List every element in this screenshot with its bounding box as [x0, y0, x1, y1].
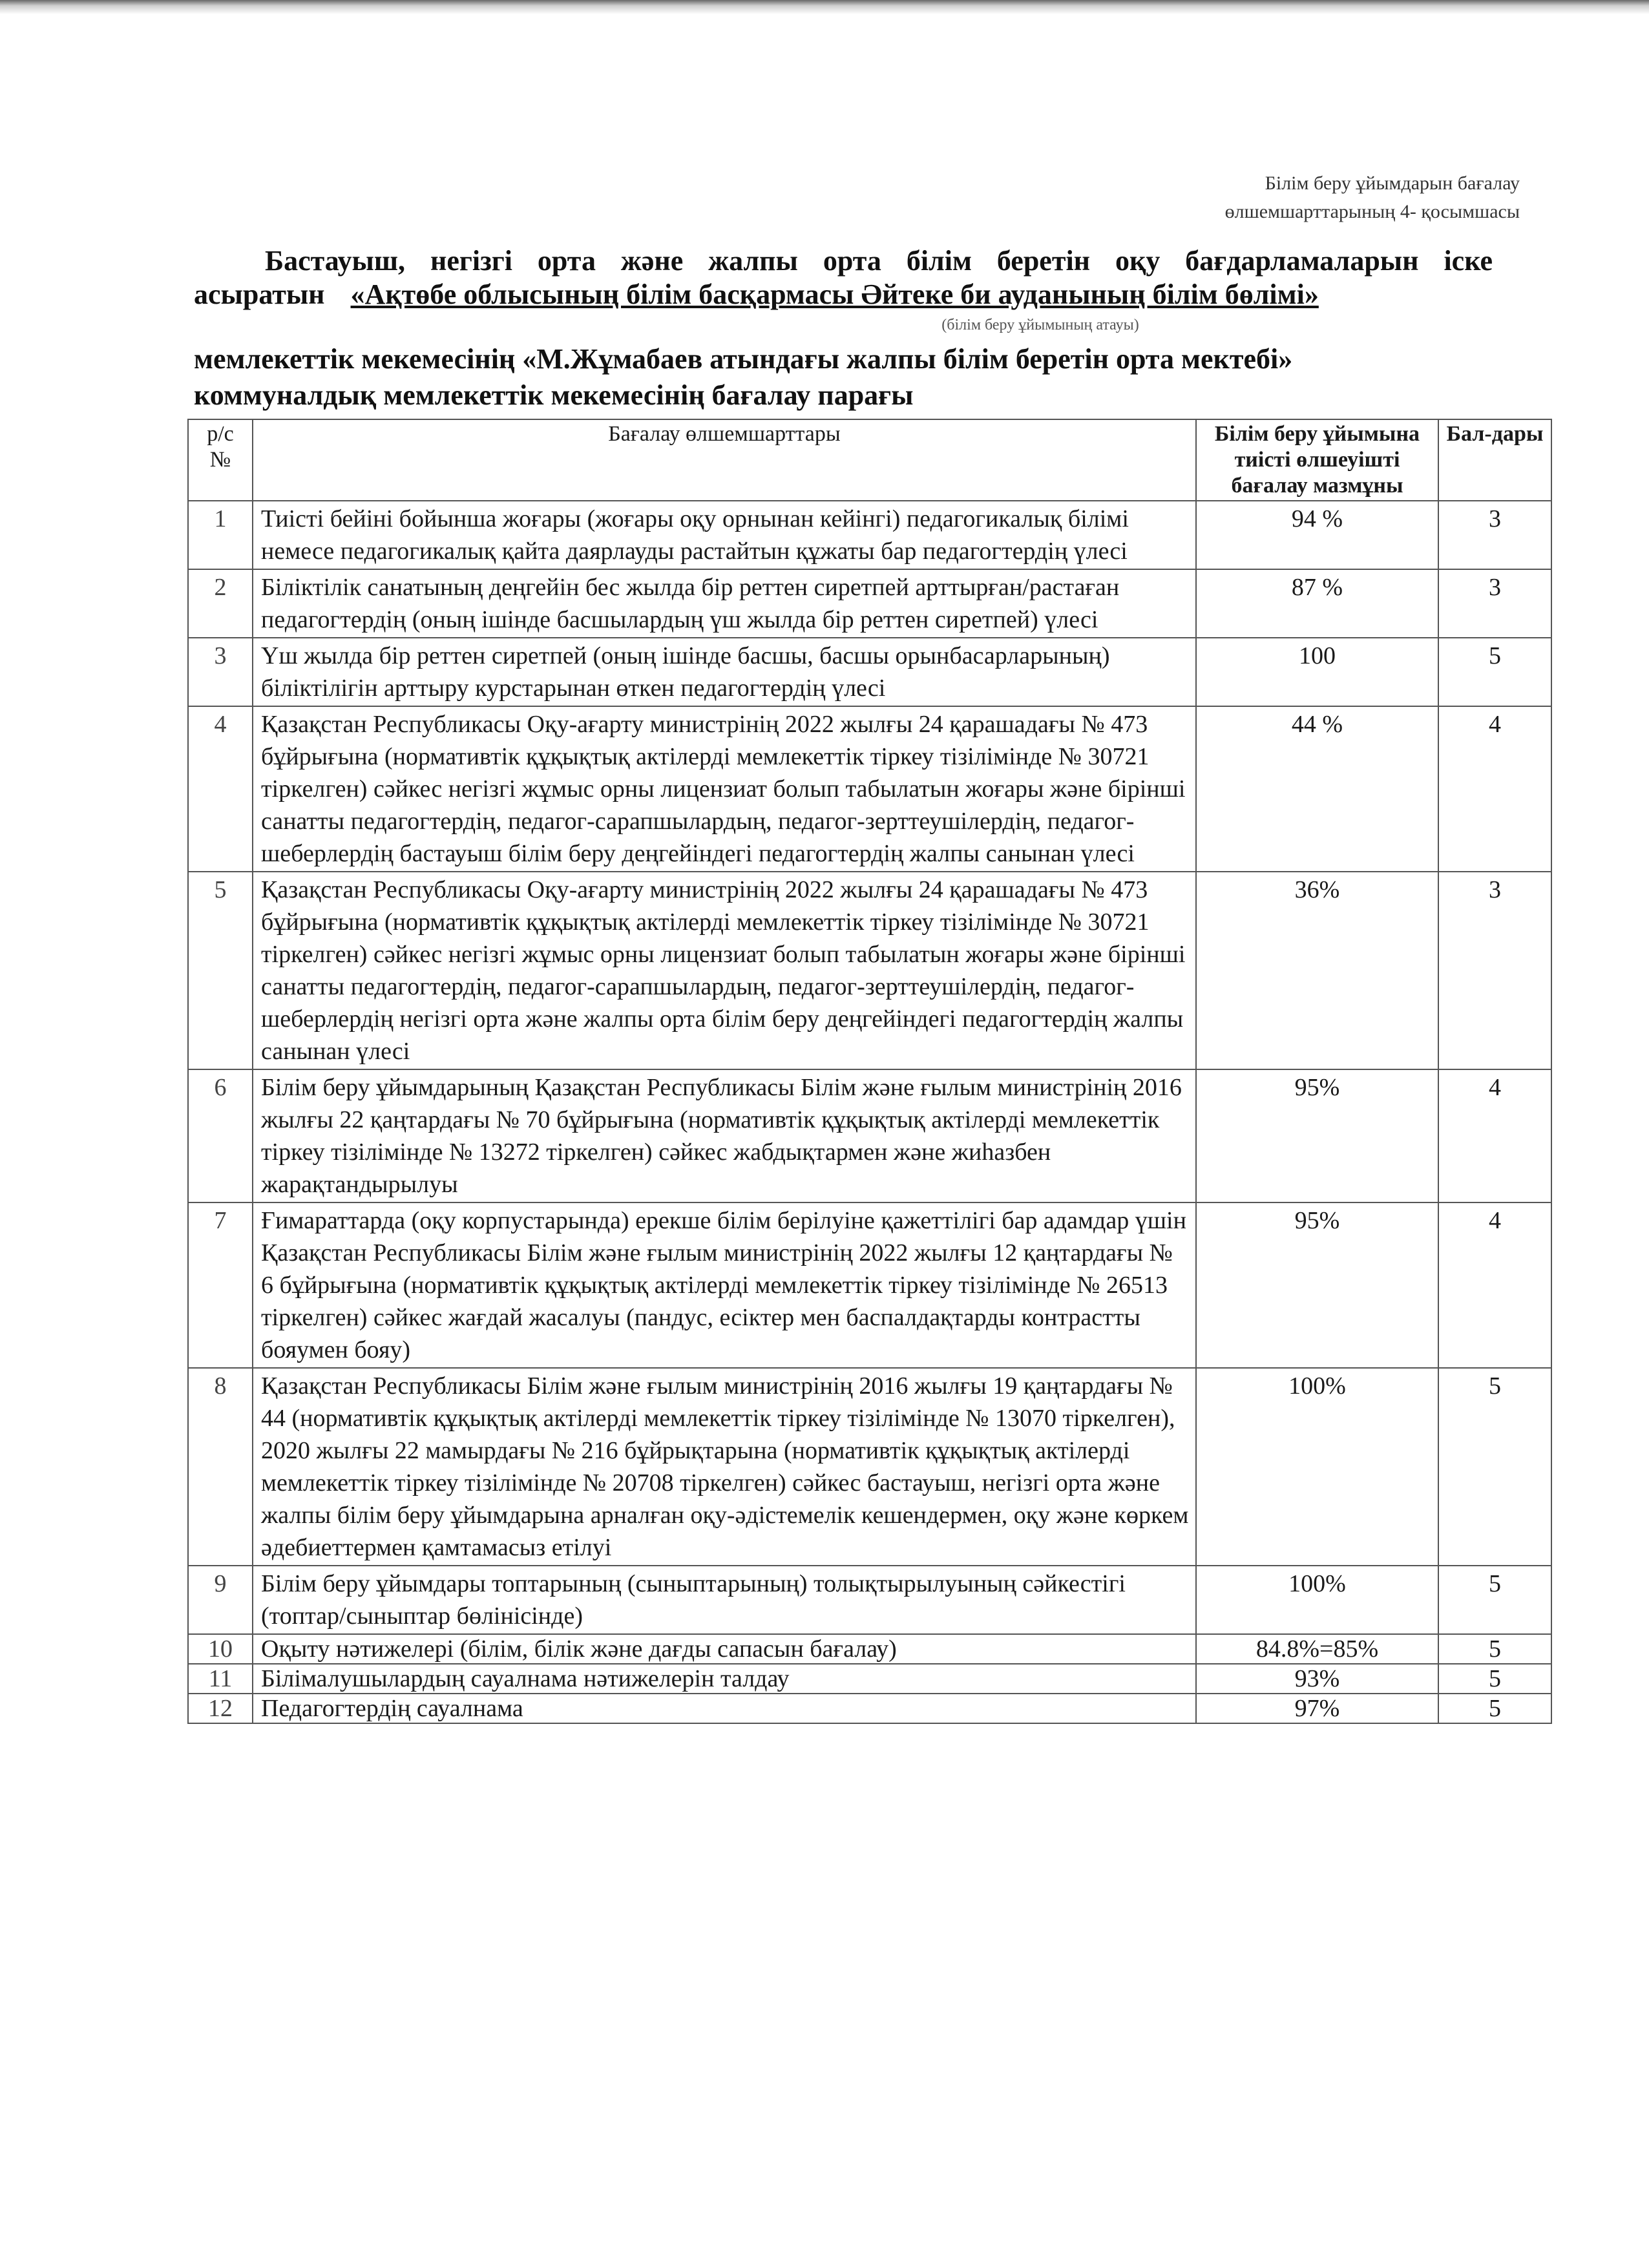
row-points: 5: [1438, 1634, 1551, 1664]
row-points: 3: [1438, 872, 1551, 1069]
row-points: 3: [1438, 569, 1551, 638]
table-row: [188, 638, 1551, 706]
row-num: 7: [188, 1202, 253, 1368]
table-row: [188, 1694, 1551, 1723]
organization-hint: (білім беру ұйымының атауы): [941, 317, 1139, 333]
annex-line-2: өлшемшарттарының 4- қосымшасы: [1224, 201, 1520, 222]
table-row: [188, 1566, 1551, 1634]
row-value: 93%: [1196, 1664, 1438, 1694]
row-points: 5: [1438, 638, 1551, 706]
row-num: 2: [188, 569, 253, 638]
row-points: 5: [1438, 1566, 1551, 1634]
table-row: [188, 1368, 1551, 1566]
document-title: [194, 244, 1493, 311]
table-body: [188, 501, 1551, 1723]
table-row: [188, 1202, 1551, 1368]
row-criteria: Білім беру ұйымдарының Қазақстан Республикасы Білім және ғылым министрінің 2016 жылғы 22 қаңтардағы № 70 бұйрығына (нормативтік құқықтық актілерді мемлекеттік тіркеу тізілімінде № 13272 тіркелген) сәйкес жабдықтармен және жиһазбен жарақтандырылуы: [253, 1069, 1196, 1202]
row-num: 12: [188, 1694, 253, 1723]
table-header-row: [188, 419, 1551, 501]
row-criteria: Қазақстан Республикасы Оқу-ағарту министрінің 2022 жылғы 24 қарашадағы № 473 бұйрығына (нормативтік құқықтық актілерді мемлекеттік тіркеу тізілімінде № 30721 тіркелген) сәйкес негізгі жұмыс орны лицензиат болып табылатын жоғары және бірінші санатты педагогтердің, педагог-сарапшылардың, педагог-зерттеушілердің, педагог-шеберлердің негізгі орта және жалпы орта білім беру деңгейіндегі педагогтердің жалпы санынан үлесі: [253, 872, 1196, 1069]
row-criteria: Ғимараттарда (оқу корпустарында) ерекше білім берілуіне қажеттілігі бар адамдар үшін Қазақстан Республикасы Білім және ғылым министрінің 2022 жылғы 12 қаңтардағы № 6 бұйрығына (нормативтік құқықтық актілерді мемлекеттік тіркеу тізілімінде № 26513 тіркелген) сәйкес жағдай жасалуы (пандус, есіктер мен баспалдақтарды контрастты бояумен бояу): [253, 1202, 1196, 1368]
row-points: 4: [1438, 706, 1551, 872]
row-points: 5: [1438, 1664, 1551, 1694]
document-title-continued: [194, 341, 1493, 414]
row-num: 6: [188, 1069, 253, 1202]
row-criteria: Қазақстан Республикасы Білім және ғылым министрінің 2016 жылғы 19 қаңтардағы № 44 (нормативтік құқықтық актілерді мемлекеттік тіркеу тізілімінде № 13070 тіркелген), 2020 жылғы 22 мамырдағы № 216 бұйрықтарына (нормативтік құқықтық актілерді мемлекеттік тіркеу тізілімінде № 20708 тіркелген) сәйкес бастауыш, негізгі орта және жалпы білім беру ұйымдарына арналған оқу-әдістемелік кешендермен, оқу және көркем әдебиеттермен қамтамасыз етілуі: [253, 1368, 1196, 1566]
table-row: [188, 1069, 1551, 1202]
row-value: 87 %: [1196, 569, 1438, 638]
table-row: [188, 501, 1551, 569]
row-value: 36%: [1196, 872, 1438, 1069]
evaluation-table: [187, 419, 1552, 1724]
row-criteria: Үш жылда бір реттен сиретпей (оның ішінде басшы, басшы орынбасарларының) біліктілігін арттыру курстарынан өткен педагогтердің үлесі: [253, 638, 1196, 706]
table-row: [188, 872, 1551, 1069]
row-points: 3: [1438, 501, 1551, 569]
row-points: 5: [1438, 1694, 1551, 1723]
annex-line-1: Білім беру ұйымдарын бағалау: [1265, 173, 1520, 194]
title-line-4: коммуналдық мемлекеттік мекемесінің бағалау парағы: [194, 379, 914, 411]
table-row: [188, 1634, 1551, 1664]
header-points: Бал-дары: [1438, 419, 1551, 501]
title-line-2: [194, 278, 1493, 311]
title-line-2-prefix: асыратын: [194, 278, 325, 310]
row-criteria: Тиісті бейіні бойынша жоғары (жоғары оқу орнынан кейінгі) педагогикалық білімі немесе педагогикалық қайта даярлауды растайтын құжаты бар педагогтердің үлесі: [253, 501, 1196, 569]
row-value: 100%: [1196, 1566, 1438, 1634]
annex-note: [1067, 169, 1520, 226]
header-num: р/с №: [188, 419, 253, 501]
table-row: [188, 1664, 1551, 1694]
row-points: 4: [1438, 1069, 1551, 1202]
row-num: 10: [188, 1634, 253, 1664]
row-value: 84.8%=85%: [1196, 1634, 1438, 1664]
row-points: 5: [1438, 1368, 1551, 1566]
row-value: 94 %: [1196, 501, 1438, 569]
row-value: 95%: [1196, 1069, 1438, 1202]
title-line-3: мемлекеттік мекемесінің «М.Жұмабаев атындағы жалпы білім беретін орта мектебі»: [194, 343, 1293, 375]
row-criteria: Қазақстан Республикасы Оқу-ағарту министрінің 2022 жылғы 24 қарашадағы № 473 бұйрығына (нормативтік құқықтық актілерді мемлекеттік тіркеу тізілімінде № 30721 тіркелген) сәйкес негізгі жұмыс орны лицензиат болып табылатын жоғары және бірінші санатты педагогтердің, педагог-сарапшылардың, педагог-зерттеушілердің, педагог-шеберлердің бастауыш білім беру деңгейіндегі педагогтердің жалпы санынан үлесі: [253, 706, 1196, 872]
table-row: [188, 569, 1551, 638]
row-value: 97%: [1196, 1694, 1438, 1723]
row-points: 4: [1438, 1202, 1551, 1368]
table-row: [188, 706, 1551, 872]
row-criteria: Оқыту нәтижелері (білім, білік және дағды сапасын бағалау): [253, 1634, 1196, 1664]
organization-name: «Ақтөбе облысының білім басқармасы Әйтеке би ауданының білім бөлімі»: [350, 278, 1319, 310]
row-num: 9: [188, 1566, 253, 1634]
row-value: 100%: [1196, 1368, 1438, 1566]
row-value: 100: [1196, 638, 1438, 706]
row-num: 8: [188, 1368, 253, 1566]
title-line-1: Бастауыш, негізгі орта және жалпы орта білім беретін оқу бағдарламаларын іске: [265, 245, 1493, 277]
row-num: 1: [188, 501, 253, 569]
header-value: Білім беру ұйымына тиісті өлшеуішті бағалау мазмұны: [1196, 419, 1438, 501]
row-num: 5: [188, 872, 253, 1069]
row-num: 11: [188, 1664, 253, 1694]
row-criteria: Педагогтердің сауалнама: [253, 1694, 1196, 1723]
header-criteria: Бағалау өлшемшарттары: [253, 419, 1196, 501]
row-value: 95%: [1196, 1202, 1438, 1368]
row-criteria: Білімалушылардың сауалнама нәтижелерін талдау: [253, 1664, 1196, 1694]
scan-edge: [0, 0, 1649, 14]
row-num: 4: [188, 706, 253, 872]
row-value: 44 %: [1196, 706, 1438, 872]
row-num: 3: [188, 638, 253, 706]
row-criteria: Білім беру ұйымдары топтарының (сыныптарының) толықтырылуының сәйкестігі (топтар/сыныптар бөлінісінде): [253, 1566, 1196, 1634]
row-criteria: Біліктілік санатының деңгейін бес жылда бір реттен сиретпей арттырған/растаған педагогтердің (оның ішінде басшылардың үш жылда бір реттен сиретпей) үлесі: [253, 569, 1196, 638]
